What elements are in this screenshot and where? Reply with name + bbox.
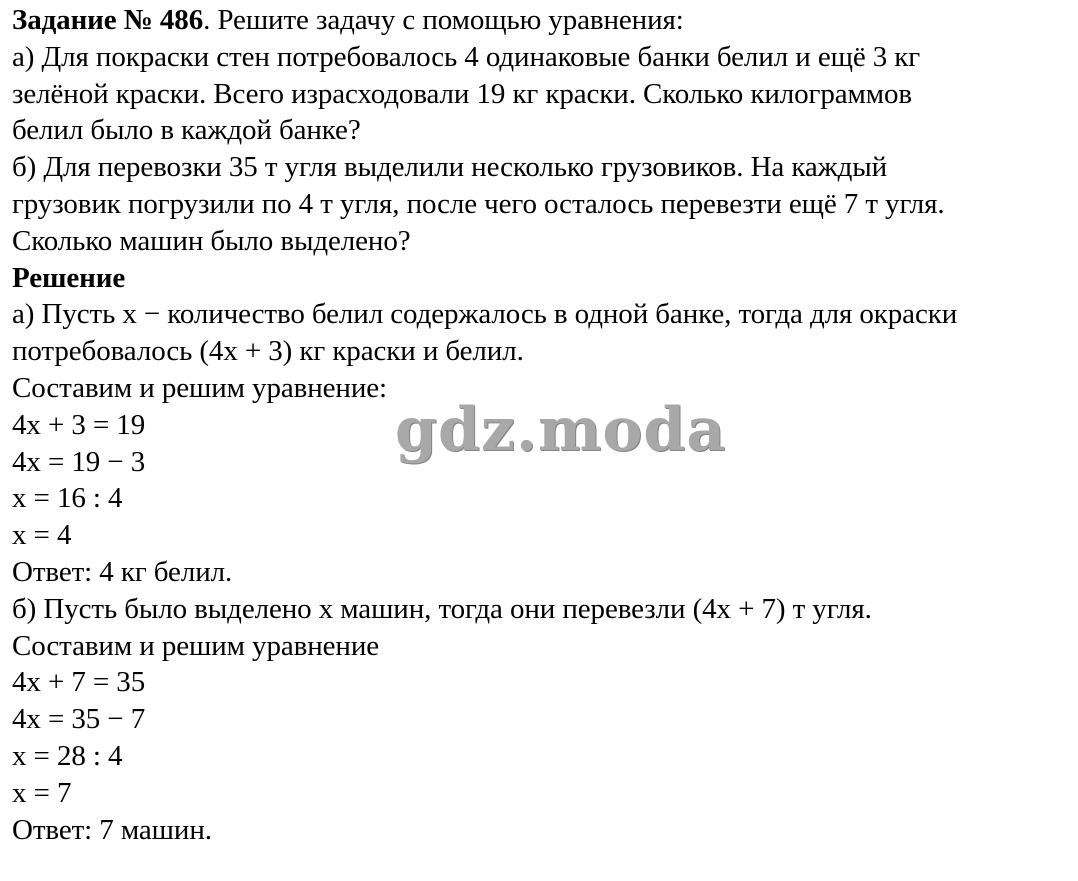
task-line: а) Для покраски стен потребовалось 4 одинаковые банки белил и ещё 3 кг xyxy=(12,40,921,73)
solution-line: Составим и решим уравнение: xyxy=(12,371,387,404)
task-line: зелёной краски. Всего израсходовали 19 кг краски. Сколько килограммов xyxy=(12,77,913,110)
equation-line: x = 7 xyxy=(12,776,72,809)
solution-line: потребовалось (4x + 3) кг краски и белил. xyxy=(12,335,524,368)
equation-line: 4x + 7 = 35 xyxy=(12,666,146,699)
solution-line: б) Пусть было выделено x машин, тогда они перевезли (4x + 7) т угля. xyxy=(12,592,872,625)
task-line: Сколько машин было выделено? xyxy=(12,224,411,257)
answer-line: Ответ: 4 кг белил. xyxy=(12,555,233,588)
solution-line: а) Пусть x − количество белил содержалось в одной банке, тогда для окраски xyxy=(12,298,958,331)
task-line: белил было в каждой банке? xyxy=(12,114,361,147)
task-instruction: . Решите задачу с помощью уравнения: xyxy=(203,4,684,36)
task-line: грузовик погрузили по 4 т угля, после чего осталось перевезти ещё 7 т угля. xyxy=(12,187,945,220)
answer-line: Ответ: 7 машин. xyxy=(12,813,212,846)
task-title: Задание № 486 xyxy=(12,4,204,36)
equation-line: x = 16 : 4 xyxy=(12,482,123,515)
task-line: б) Для перевозки 35 т угля выделили несколько грузовиков. На каждый xyxy=(12,151,888,184)
task-header xyxy=(12,2,1074,39)
solution-heading: Решение xyxy=(12,261,126,294)
equation-line: x = 4 xyxy=(12,519,72,552)
solution-line: Составим и решим уравнение xyxy=(12,629,380,662)
equation-line: 4x + 3 = 19 xyxy=(12,408,146,441)
document xyxy=(12,2,1074,848)
equation-line: 4x = 19 − 3 xyxy=(12,445,146,478)
equation-line: 4x = 35 − 7 xyxy=(12,703,146,736)
equation-line: x = 28 : 4 xyxy=(12,739,123,772)
watermark: gdz.moda xyxy=(395,395,727,465)
